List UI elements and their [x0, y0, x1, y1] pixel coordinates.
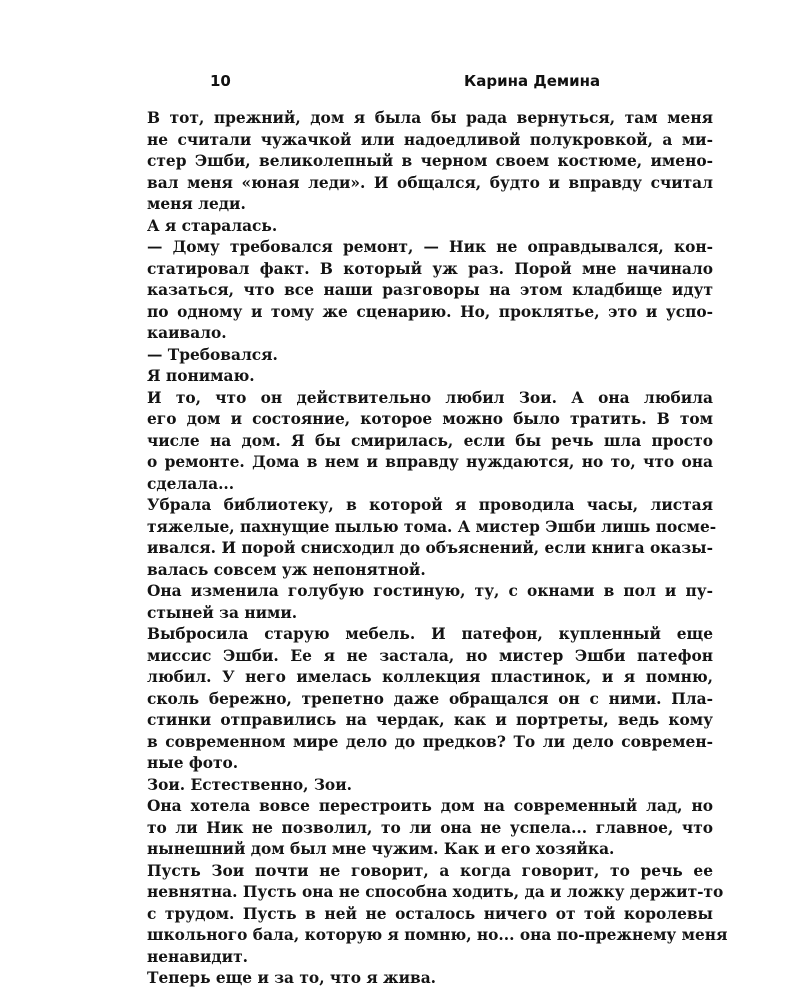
text-line: числе на дом. Я бы смирилась, если бы речь шла просто	[147, 431, 713, 450]
paragraph	[147, 968, 713, 990]
text-line: вал меня «юная леди». И общался, будто и вправду считал	[147, 173, 713, 192]
text-line: стер Эшби, великолепный в черном своем костюме, имено-	[147, 152, 713, 170]
text-line: каивало.	[147, 324, 227, 342]
text-line: сделала...	[147, 474, 235, 493]
paragraph	[147, 581, 713, 624]
text-line: о ремонте. Дома в нем и вправду нуждаются, но то, что она	[147, 453, 713, 471]
text-line: — Требовался.	[147, 345, 278, 364]
text-line: — Дому требовался ремонт, — Ник не оправдывался, кон-	[147, 238, 713, 256]
text-line: Выбросила старую мебель. И патефон, купленный еще	[147, 625, 713, 643]
text-line: ивался. И порой снисходил до объяснений, если книга оказы-	[147, 539, 713, 557]
text-line: Я понимаю.	[147, 367, 255, 385]
text-line: его дом и состояние, которое можно было тратить. В том	[147, 410, 713, 428]
paragraph	[147, 216, 713, 238]
text-line: Она хотела вовсе перестроить дом на современный лад, но	[147, 797, 713, 815]
text-line: ные фото.	[147, 754, 239, 772]
text-line: сколь бережно, трепетно даже обращался он с ними. Пла-	[147, 689, 713, 708]
paragraph	[147, 861, 728, 969]
page-number: 10	[210, 72, 231, 90]
paragraph	[147, 775, 713, 797]
text-line: меня леди.	[147, 195, 246, 213]
text-line: статировал факт. В который уж раз. Порой мне начинало	[147, 259, 713, 278]
text-line: стыней за ними.	[147, 603, 298, 622]
text-line: ненавидит.	[147, 947, 248, 966]
running-title: Карина Демина	[464, 72, 601, 90]
text-line: с трудом. Пусть в ней не осталось ничего от той королевы	[147, 904, 713, 923]
paragraph	[147, 345, 713, 367]
text-line: школьного бала, которую я помню, но... она по-прежнему меня	[147, 926, 728, 944]
text-line: не считали чужачкой или надоедливой полукровкой, а ми-	[147, 130, 713, 149]
paragraph	[147, 366, 713, 388]
text-line: Убрала библиотеку, в которой я проводила часы, листая	[147, 496, 713, 514]
text-line: Теперь еще и за то, что я жива.	[147, 969, 437, 987]
text-line: невнятна. Пусть она не способна ходить, да и ложку держит-то	[147, 883, 724, 901]
text-line: казаться, что все наши разговоры на этом кладбище идут	[147, 281, 713, 299]
text-line: Она изменила голубую гостиную, ту, с окнами в пол и пу-	[147, 582, 713, 600]
text-line: Пусть Зои почти не говорит, а когда говорит, то речь ее	[147, 861, 713, 880]
text-line: И то, что он действительно любил Зои. А она любила	[147, 388, 713, 407]
text-line: любил. У него имелась коллекция пластинок, и я помню,	[147, 668, 713, 686]
body-text	[147, 108, 728, 990]
paragraph	[147, 388, 713, 496]
text-line: В тот, прежний, дом я была бы рада вернуться, там меня	[147, 109, 713, 127]
page-header	[147, 72, 713, 94]
paragraph	[147, 108, 713, 216]
text-line: миссис Эшби. Ее я не застала, но мистер Эшби патефон	[147, 646, 713, 665]
paragraph	[147, 624, 713, 775]
text-line: А я старалась.	[147, 216, 278, 235]
paragraph	[147, 796, 713, 861]
text-line: Зои. Естественно, Зои.	[147, 775, 352, 794]
text-line: стинки отправились на чердак, как и портреты, ведь кому	[147, 711, 713, 729]
paragraph	[147, 495, 717, 581]
paragraph	[147, 237, 713, 345]
text-line: тяжелые, пахнущие пылью тома. А мистер Эшби лишь посме-	[147, 517, 717, 536]
text-line: валась совсем уж непонятной.	[147, 560, 426, 579]
text-line: по одному и тому же сценарию. Но, проклятье, это и успо-	[147, 302, 713, 321]
text-line: нынешний дом был мне чужим. Как и его хозяйка.	[147, 840, 615, 858]
text-line: то ли Ник не позволил, то ли она не успела... главное, что	[147, 818, 713, 837]
text-line: в современном мире дело до предков? То ли дело современ-	[147, 732, 713, 751]
